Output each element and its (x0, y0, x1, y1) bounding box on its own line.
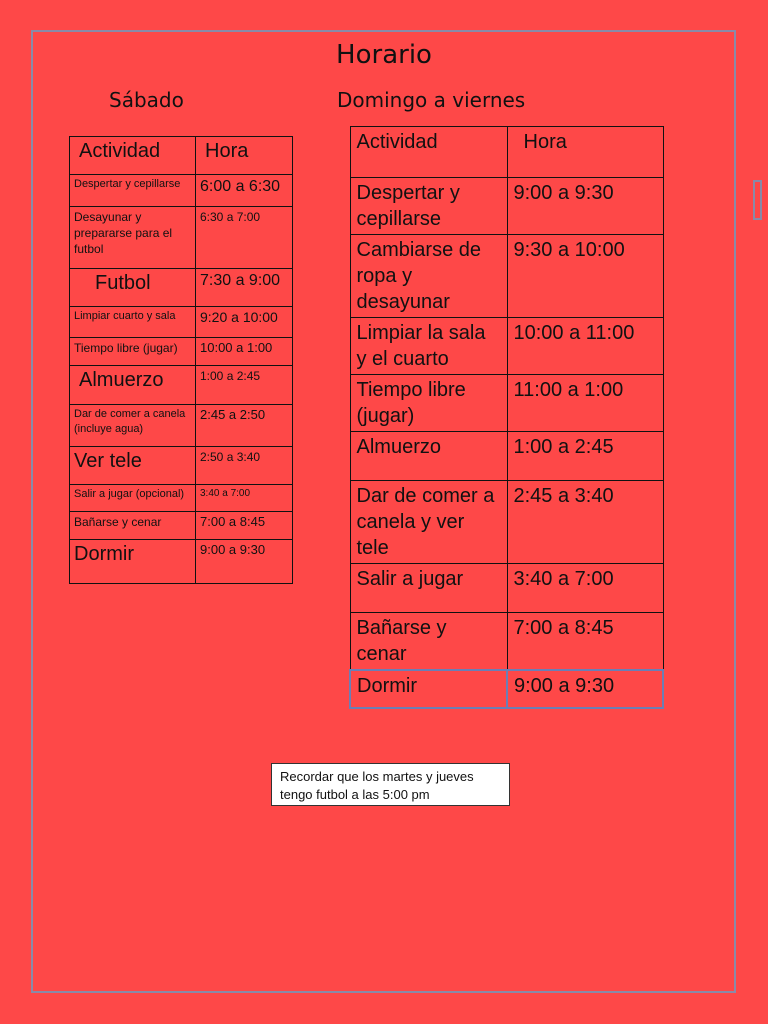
table-row (70, 512, 293, 540)
table-row (70, 405, 293, 447)
time-cell: 1:00 a 2:45 (507, 432, 663, 481)
table-row (70, 207, 293, 269)
table-row (350, 564, 663, 613)
activity-cell: Dar de comer a canela (incluye agua) (70, 405, 196, 447)
activity-cell: Limpiar cuarto y sala (70, 307, 196, 338)
activity-cell: Limpiar la sala y el cuarto (350, 318, 507, 375)
activity-cell: Ver tele (70, 447, 196, 485)
table-row (70, 447, 293, 485)
activity-cell: Tiempo libre (jugar) (350, 375, 507, 432)
activity-cell: Almuerzo (350, 432, 507, 481)
activity-cell: Almuerzo (70, 366, 196, 405)
table-row (70, 338, 293, 366)
activity-cell: Desayunar y prepararse para el futbol (70, 207, 196, 269)
weekdays-table (349, 126, 664, 709)
time-cell: 7:00 a 8:45 (196, 512, 293, 540)
table-row (70, 485, 293, 512)
time-cell: 3:40 a 7:00 (507, 564, 663, 613)
activity-cell: Salir a jugar (350, 564, 507, 613)
header-time: Hora (196, 137, 293, 175)
saturday-table (69, 136, 293, 584)
table-row (350, 481, 663, 564)
table-row (350, 432, 663, 481)
activity-cell: Dormir (70, 540, 196, 584)
time-cell: 2:50 a 3:40 (196, 447, 293, 485)
time-cell: 9:00 a 9:30 (507, 178, 663, 235)
reminder-note: Recordar que los martes y jueves tengo futbol a las 5:00 pm (271, 763, 510, 806)
activity-cell: Futbol (70, 269, 196, 307)
activity-cell: Despertar y cepillarse (70, 175, 196, 207)
activity-cell: Cambiarse de ropa y desayunar (350, 235, 507, 318)
table-row (350, 670, 663, 708)
table-row (350, 375, 663, 432)
time-cell: 2:45 a 2:50 (196, 405, 293, 447)
activity-cell: Dormir (350, 670, 507, 708)
time-cell: 2:45 a 3:40 (507, 481, 663, 564)
table-row (70, 175, 293, 207)
time-cell: 7:00 a 8:45 (507, 613, 663, 671)
activity-cell: Bañarse y cenar (70, 512, 196, 540)
table-row (70, 366, 293, 405)
side-marker (753, 180, 762, 220)
activity-cell: Tiempo libre (jugar) (70, 338, 196, 366)
table-row (70, 269, 293, 307)
time-cell: 9:20 a 10:00 (196, 307, 293, 338)
table-row (70, 540, 293, 584)
time-cell: 10:00 a 11:00 (507, 318, 663, 375)
header-activity: Actividad (70, 137, 196, 175)
table-header-row (70, 137, 293, 175)
time-cell: 11:00 a 1:00 (507, 375, 663, 432)
weekdays-heading: Domingo a viernes (337, 88, 526, 112)
table-header-row (350, 127, 663, 178)
page-title: Horario (336, 40, 432, 70)
activity-cell: Despertar y cepillarse (350, 178, 507, 235)
time-cell: 1:00 a 2:45 (196, 366, 293, 405)
activity-cell: Salir a jugar (opcional) (70, 485, 196, 512)
table-row (70, 307, 293, 338)
table-row (350, 613, 663, 671)
time-cell: 9:30 a 10:00 (507, 235, 663, 318)
time-cell: 10:00 a 1:00 (196, 338, 293, 366)
time-cell: 9:00 a 9:30 (507, 670, 663, 708)
time-cell: 3:40 a 7:00 (196, 485, 293, 512)
saturday-heading: Sábado (109, 88, 184, 112)
time-cell: 6:00 a 6:30 (196, 175, 293, 207)
header-time: Hora (507, 127, 663, 178)
table-row (350, 318, 663, 375)
time-cell: 6:30 a 7:00 (196, 207, 293, 269)
table-row (350, 235, 663, 318)
activity-cell: Dar de comer a canela y ver tele (350, 481, 507, 564)
header-activity: Actividad (350, 127, 507, 178)
time-cell: 7:30 a 9:00 (196, 269, 293, 307)
activity-cell: Bañarse y cenar (350, 613, 507, 671)
time-cell: 9:00 a 9:30 (196, 540, 293, 584)
table-row (350, 178, 663, 235)
